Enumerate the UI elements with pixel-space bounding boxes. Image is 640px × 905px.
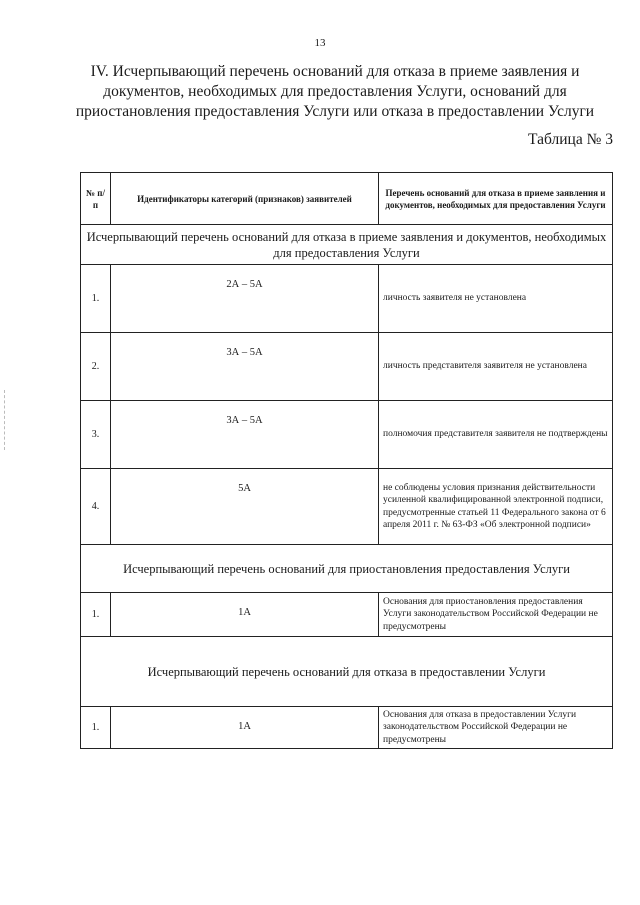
grounds-table <box>80 172 613 749</box>
row-identifiers: 1А <box>111 707 379 749</box>
section-title: IV. Исчерпывающий перечень оснований для отказа в приеме заявления и документов, необходимых для предоставления Услуги, оснований для приостановления предоставления Услуги или отказа в предоставлении Услуги <box>75 63 595 120</box>
header-number: № п/п <box>81 173 111 225</box>
page-number: 13 <box>314 37 326 49</box>
header-reasons: Перечень оснований для отказа в приеме заявления и документов, необходимых для предоставления Услуги <box>379 173 613 225</box>
row-number: 3. <box>81 401 111 469</box>
section-row <box>81 637 613 707</box>
header-identifiers: Идентификаторы категорий (признаков) заявителей <box>111 173 379 225</box>
table-row <box>81 265 613 333</box>
row-number: 1. <box>81 265 111 333</box>
section-row <box>81 225 613 265</box>
row-identifiers: 5А <box>111 469 379 545</box>
scan-margin-mark <box>4 390 7 450</box>
row-identifiers: 3А – 5А <box>111 333 379 401</box>
section-row <box>81 545 613 593</box>
row-number: 2. <box>81 333 111 401</box>
table-header-row <box>81 173 613 225</box>
table-row <box>81 593 613 637</box>
table-row <box>81 401 613 469</box>
row-number: 4. <box>81 469 111 545</box>
table-row <box>81 707 613 749</box>
section-heading-refusal-service: Исчерпывающий перечень оснований для отказа в предоставлении Услуги <box>81 637 613 707</box>
row-identifiers: 1А <box>111 593 379 637</box>
row-number: 1. <box>81 593 111 637</box>
row-reason: не соблюдены условия признания действительности усиленной квалифицированной электронной подписи, предусмотренные статьей 11 Федерального закона от 6 апреля 2011 г. № 63-ФЗ «Об электронной подписи» <box>379 469 613 545</box>
row-identifiers: 2А – 5А <box>111 265 379 333</box>
table-row <box>81 469 613 545</box>
row-identifiers: 3А – 5А <box>111 401 379 469</box>
row-reason: полномочия представителя заявителя не подтверждены <box>379 401 613 469</box>
section-heading-refusal-acceptance: Исчерпывающий перечень оснований для отказа в приеме заявления и документов, необходимых для предоставления Услуги <box>81 225 613 265</box>
table-label: Таблица № 3 <box>528 131 613 148</box>
row-number: 1. <box>81 707 111 749</box>
table-row <box>81 333 613 401</box>
row-reason: Основания для отказа в предоставлении Услуги законодательством Российской Федерации не предусмотрены <box>379 707 613 749</box>
row-reason: Основания для приостановления предоставления Услуги законодательством Российской Федерации не предусмотрены <box>379 593 613 637</box>
section-heading-suspension: Исчерпывающий перечень оснований для приостановления предоставления Услуги <box>81 545 613 593</box>
row-reason: личность представителя заявителя не установлена <box>379 333 613 401</box>
row-reason: личность заявителя не установлена <box>379 265 613 333</box>
